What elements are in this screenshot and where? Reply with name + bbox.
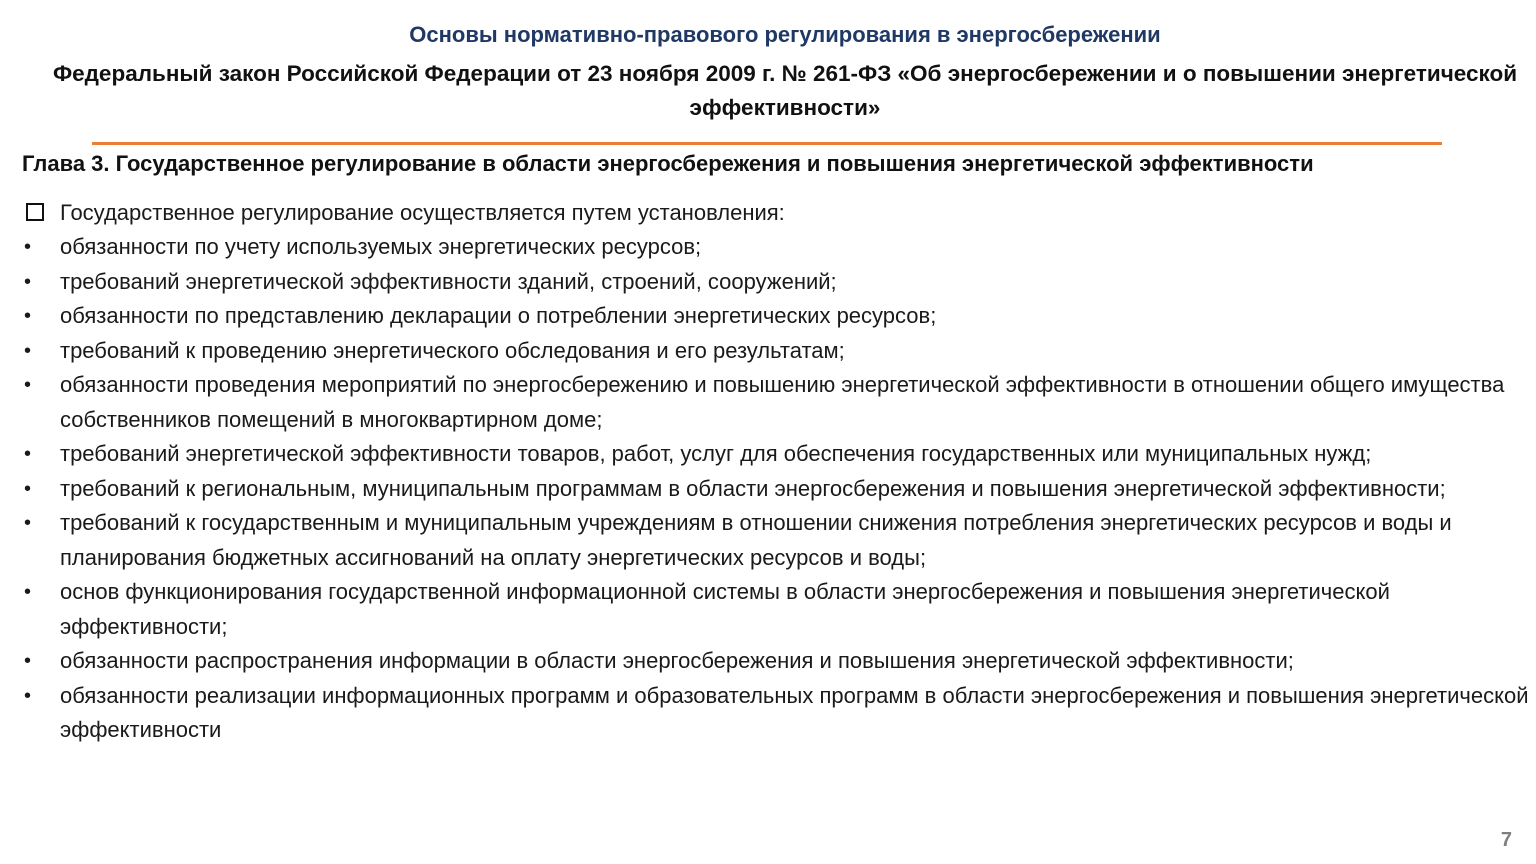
chapter-heading: Глава 3. Государственное регулирование в области энергосбережения и повышения энергетической эффективности — [22, 151, 1314, 176]
list-item-text: обязанности распространения информации в области энергосбережения и повышения энергетической эффективности; — [60, 648, 1294, 673]
intro-text: Государственное регулирование осуществляется путем установления: — [60, 200, 785, 225]
list-item — [22, 368, 1532, 437]
bullet-icon: • — [24, 270, 32, 293]
list-item — [22, 679, 1532, 748]
bullet-icon: • — [24, 684, 32, 707]
slide-title: Основы нормативно-правового регулирования в энергосбережении — [409, 22, 1161, 47]
bullet-icon: • — [24, 443, 32, 465]
list-item-text: основ функционирования государственной информационной системы в области энергосбережения и повышения энергетической эффективности; — [60, 579, 1390, 639]
list-item — [22, 506, 1532, 575]
regulation-list — [22, 230, 1532, 748]
list-item — [22, 437, 1532, 472]
list-item — [22, 575, 1532, 644]
bullet-icon: • — [24, 477, 32, 500]
list-item-text: требований к государственным и муниципальным учреждениям в отношении снижения потребления энергетических ресурсов и воды и планирования бюджетных ассигнований на оплату энергетических ресурсов и воды; — [60, 510, 1452, 570]
list-item-text: требований энергетической эффективности товаров, работ, услуг для обеспечения государственных или муниципальных нужд; — [60, 441, 1372, 466]
law-subtitle: Федеральный закон Российской Федерации от 23 ноября 2009 г. № 261-ФЗ «Об энергосбережении и о повышении энергетической эффективности» — [52, 61, 1518, 120]
bullet-icon: • — [24, 339, 32, 362]
bullet-icon: • — [24, 581, 32, 603]
list-item — [22, 299, 1532, 334]
bullet-icon: • — [24, 512, 32, 534]
list-item — [22, 472, 1532, 507]
list-item-text: обязанности реализации информационных программ и образовательных программ в области энергосбережения и повышения энергетической эффективности — [60, 682, 1529, 742]
bullet-icon: • — [24, 305, 32, 327]
bullet-icon: • — [24, 650, 32, 672]
list-item-text: требований энергетической эффективности зданий, строений, сооружений; — [60, 268, 837, 294]
list-item-text: требований к проведению энергетического обследования и его результатам; — [60, 337, 845, 363]
list-item — [22, 265, 1532, 300]
list-item-text: требований к региональным, муниципальным программам в области энергосбережения и повышения энергетической эффективности; — [60, 475, 1446, 501]
page-number: 7 — [1500, 829, 1512, 851]
list-item — [22, 644, 1532, 679]
divider-line — [92, 142, 1442, 145]
checkbox-bullet-icon — [26, 203, 44, 221]
list-item-text: обязанности проведения мероприятий по энергосбережению и повышению энергетической эффективности в отношении общего имущества собственников помещений в многоквартирном доме; — [60, 372, 1505, 432]
list-item-text: обязанности по представлению декларации о потреблении энергетических ресурсов; — [60, 303, 937, 328]
bullet-icon: • — [24, 374, 32, 396]
list-item — [22, 230, 1532, 265]
list-item — [22, 334, 1532, 369]
list-item-text: обязанности по учету используемых энергетических ресурсов; — [60, 234, 702, 259]
bullet-icon: • — [24, 236, 32, 258]
